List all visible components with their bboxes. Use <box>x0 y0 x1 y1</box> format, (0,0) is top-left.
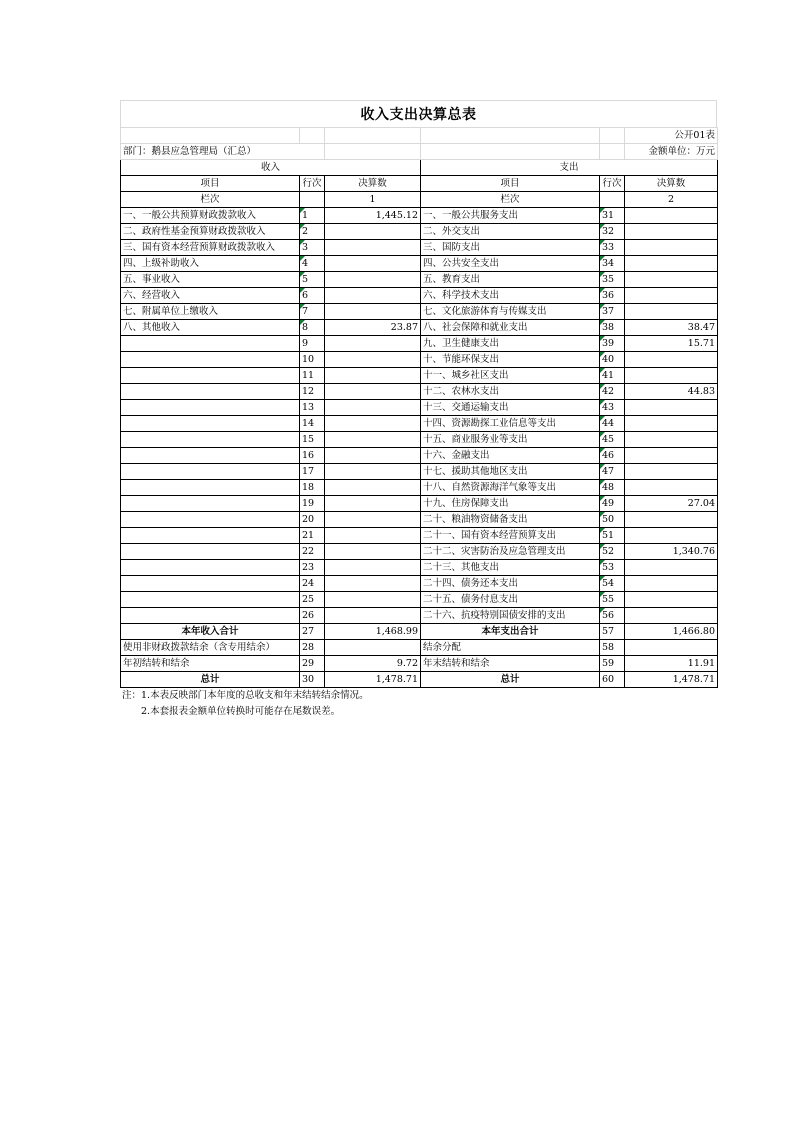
table-row <box>121 528 718 544</box>
income-amount <box>325 592 421 608</box>
income-total-amount: 1,468.99 <box>325 624 421 640</box>
expense-item: 二、外交支出 <box>421 224 600 240</box>
table-row <box>121 240 718 256</box>
expense-line-no: 55 <box>600 592 625 608</box>
income-amount <box>325 368 421 384</box>
table-row <box>121 208 718 224</box>
income-line-no: 20 <box>300 512 325 528</box>
expense-item: 十四、资源勘探工业信息等支出 <box>421 416 600 432</box>
expense-amount <box>625 400 718 416</box>
income-amount <box>325 528 421 544</box>
expense-line-no: 47 <box>600 464 625 480</box>
income-line-no: 2 <box>300 224 325 240</box>
expense-amount <box>625 224 718 240</box>
table-row <box>121 224 718 240</box>
expense-amount <box>625 512 718 528</box>
table-row <box>121 608 718 624</box>
table-row <box>121 448 718 464</box>
income-total-item: 本年收入合计 <box>121 624 300 640</box>
income-amount <box>325 464 421 480</box>
expense-amount <box>625 464 718 480</box>
expense-item: 十六、金融支出 <box>421 448 600 464</box>
section-header-row <box>121 160 718 176</box>
income-line-no: 19 <box>300 496 325 512</box>
income-line-no: 23 <box>300 560 325 576</box>
income-amount: 1,445.12 <box>325 208 421 224</box>
income-item <box>121 512 300 528</box>
expense-line-no: 33 <box>600 240 625 256</box>
expense-item: 十、节能环保支出 <box>421 352 600 368</box>
expense-line-no: 53 <box>600 560 625 576</box>
expense-line-no: 39 <box>600 336 625 352</box>
expense-amount <box>625 432 718 448</box>
income-total-line-no: 27 <box>300 624 325 640</box>
expense-item: 十九、住房保障支出 <box>421 496 600 512</box>
form-code: 公开01表 <box>625 128 718 144</box>
expense-line-no: 42 <box>600 384 625 400</box>
income-line-no: 17 <box>300 464 325 480</box>
expense-line-no: 45 <box>600 432 625 448</box>
income-amount <box>325 336 421 352</box>
expense-item: 二十三、其他支出 <box>421 560 600 576</box>
income-amount <box>325 496 421 512</box>
income-amount <box>325 416 421 432</box>
income-total-item: 使用非财政拨款结余（含专用结余） <box>121 640 300 656</box>
income-total-line-no: 29 <box>300 656 325 672</box>
expense-item: 十五、商业服务业等支出 <box>421 432 600 448</box>
income-amount <box>325 272 421 288</box>
report-sheet <box>120 100 717 720</box>
income-item <box>121 544 300 560</box>
income-item: 一、一般公共预算财政拨款收入 <box>121 208 300 224</box>
income-amount <box>325 512 421 528</box>
form-code-row <box>121 128 718 144</box>
income-amount <box>325 432 421 448</box>
expense-line-no: 51 <box>600 528 625 544</box>
note-1: 注：1.本表反映部门本年度的总收支和年末结转结余情况。 <box>122 690 369 701</box>
expense-total-line-no: 58 <box>600 640 625 656</box>
income-total-amount <box>325 640 421 656</box>
income-line-no: 6 <box>300 288 325 304</box>
expense-line-no: 43 <box>600 400 625 416</box>
income-item: 三、国有资本经营预算财政拨款收入 <box>121 240 300 256</box>
expense-amount <box>625 352 718 368</box>
expense-line-no: 48 <box>600 480 625 496</box>
note-2: 2.本套报表金额单位转换时可能存在尾数误差。 <box>122 706 341 717</box>
income-line-no: 15 <box>300 432 325 448</box>
expense-total-item: 本年支出合计 <box>421 624 600 640</box>
table-row <box>121 256 718 272</box>
income-amount <box>325 304 421 320</box>
expense-column-number: 2 <box>625 192 718 208</box>
income-item <box>121 464 300 480</box>
income-line-no: 26 <box>300 608 325 624</box>
income-line-no: 13 <box>300 400 325 416</box>
expense-line-no: 49 <box>600 496 625 512</box>
income-line-no: 24 <box>300 576 325 592</box>
expense-amount <box>625 240 718 256</box>
expense-line-no: 36 <box>600 288 625 304</box>
income-amount <box>325 480 421 496</box>
notes <box>120 688 717 720</box>
expense-line-no: 35 <box>600 272 625 288</box>
income-line-no: 16 <box>300 448 325 464</box>
expense-amount: 38.47 <box>625 320 718 336</box>
expense-item: 十七、援助其他地区支出 <box>421 464 600 480</box>
unit-label: 金额单位：万元 <box>625 144 718 160</box>
income-line-no: 11 <box>300 368 325 384</box>
income-total-item: 总计 <box>121 672 300 688</box>
total-row <box>121 640 718 656</box>
expense-line-no: 41 <box>600 368 625 384</box>
income-item <box>121 592 300 608</box>
expense-line-no: 40 <box>600 352 625 368</box>
table-row <box>121 480 718 496</box>
income-total-line-no: 28 <box>300 640 325 656</box>
expense-amount <box>625 448 718 464</box>
income-line-no: 14 <box>300 416 325 432</box>
expense-total-amount: 1,466.80 <box>625 624 718 640</box>
expense-line-no: 34 <box>600 256 625 272</box>
expense-total-item: 总计 <box>421 672 600 688</box>
table-row <box>121 400 718 416</box>
expense-item: 二十五、债务付息支出 <box>421 592 600 608</box>
income-amount <box>325 352 421 368</box>
expense-amount <box>625 304 718 320</box>
expense-total-line-no: 57 <box>600 624 625 640</box>
table-row <box>121 496 718 512</box>
income-item-header: 项目 <box>121 176 300 192</box>
income-amount <box>325 384 421 400</box>
expense-item: 二十一、国有资本经营预算支出 <box>421 528 600 544</box>
expense-line-no: 38 <box>600 320 625 336</box>
income-line-no: 21 <box>300 528 325 544</box>
income-line-no: 7 <box>300 304 325 320</box>
expense-item: 十二、农林水支出 <box>421 384 600 400</box>
table-row <box>121 272 718 288</box>
income-item: 七、附属单位上缴收入 <box>121 304 300 320</box>
expense-amount <box>625 256 718 272</box>
expense-item: 四、公共安全支出 <box>421 256 600 272</box>
expense-lanci-label: 栏次 <box>421 192 600 208</box>
expense-line-no: 37 <box>600 304 625 320</box>
income-expense-table <box>120 127 718 688</box>
expense-item: 六、科学技术支出 <box>421 288 600 304</box>
expense-amount: 27.04 <box>625 496 718 512</box>
table-row <box>121 512 718 528</box>
expense-total-line-no: 60 <box>600 672 625 688</box>
income-item <box>121 560 300 576</box>
income-total-line-no: 30 <box>300 672 325 688</box>
expense-amount-header: 决算数 <box>625 176 718 192</box>
income-section-header: 收入 <box>121 160 421 176</box>
expense-amount <box>625 368 718 384</box>
income-item <box>121 384 300 400</box>
expense-total-item: 结余分配 <box>421 640 600 656</box>
income-item <box>121 432 300 448</box>
income-line-no: 3 <box>300 240 325 256</box>
table-row <box>121 336 718 352</box>
expense-item: 三、国防支出 <box>421 240 600 256</box>
income-column-number: 1 <box>325 192 421 208</box>
expense-total-line-no: 59 <box>600 656 625 672</box>
expense-item: 五、教育支出 <box>421 272 600 288</box>
column-header-row <box>121 176 718 192</box>
expense-line-no: 50 <box>600 512 625 528</box>
income-total-amount: 1,478.71 <box>325 672 421 688</box>
income-item <box>121 400 300 416</box>
expense-item: 十三、交通运输支出 <box>421 400 600 416</box>
expense-item: 二十四、债务还本支出 <box>421 576 600 592</box>
expense-item: 十八、自然资源海洋气象等支出 <box>421 480 600 496</box>
income-item <box>121 496 300 512</box>
income-line-no: 4 <box>300 256 325 272</box>
table-row <box>121 432 718 448</box>
income-total-item: 年初结转和结余 <box>121 656 300 672</box>
expense-total-amount <box>625 640 718 656</box>
table-row <box>121 576 718 592</box>
expense-amount <box>625 560 718 576</box>
income-line-no: 10 <box>300 352 325 368</box>
expense-amount: 44.83 <box>625 384 718 400</box>
expense-item: 八、社会保障和就业支出 <box>421 320 600 336</box>
table-row <box>121 560 718 576</box>
expense-section-header: 支出 <box>421 160 718 176</box>
income-item <box>121 416 300 432</box>
income-item <box>121 576 300 592</box>
table-row <box>121 416 718 432</box>
expense-amount <box>625 208 718 224</box>
income-amount <box>325 608 421 624</box>
expense-total-item: 年末结转和结余 <box>421 656 600 672</box>
income-amount <box>325 240 421 256</box>
income-line-no: 12 <box>300 384 325 400</box>
table-row <box>121 320 718 336</box>
income-line-no: 25 <box>300 592 325 608</box>
expense-item: 一、一般公共服务支出 <box>421 208 600 224</box>
income-amount <box>325 544 421 560</box>
income-item <box>121 352 300 368</box>
income-line-no: 5 <box>300 272 325 288</box>
expense-line-no: 46 <box>600 448 625 464</box>
income-amount <box>325 288 421 304</box>
expense-item: 七、文化旅游体育与传媒支出 <box>421 304 600 320</box>
expense-line-no: 54 <box>600 576 625 592</box>
table-row <box>121 288 718 304</box>
income-item <box>121 480 300 496</box>
total-row <box>121 672 718 688</box>
income-line-no: 18 <box>300 480 325 496</box>
expense-amount <box>625 528 718 544</box>
income-amount <box>325 560 421 576</box>
total-row <box>121 624 718 640</box>
department-label: 部门：鹅县应急管理局（汇总） <box>121 144 325 160</box>
income-line-no: 1 <box>300 208 325 224</box>
expense-item: 九、卫生健康支出 <box>421 336 600 352</box>
expense-item-header: 项目 <box>421 176 600 192</box>
income-item <box>121 336 300 352</box>
expense-amount <box>625 416 718 432</box>
table-row <box>121 464 718 480</box>
income-item: 六、经营收入 <box>121 288 300 304</box>
expense-item: 二十二、灾害防治及应急管理支出 <box>421 544 600 560</box>
expense-line-no: 56 <box>600 608 625 624</box>
expense-item: 二十六、抗疫特别国债安排的支出 <box>421 608 600 624</box>
column-number-row <box>121 192 718 208</box>
report-title: 收入支出决算总表 <box>120 100 717 127</box>
expense-item: 二十、粮油物资储备支出 <box>421 512 600 528</box>
expense-amount: 15.71 <box>625 336 718 352</box>
total-row <box>121 656 718 672</box>
expense-amount <box>625 480 718 496</box>
expense-line-no: 32 <box>600 224 625 240</box>
table-row <box>121 592 718 608</box>
expense-line-header: 行次 <box>600 176 625 192</box>
expense-amount <box>625 592 718 608</box>
expense-item: 十一、城乡社区支出 <box>421 368 600 384</box>
expense-amount <box>625 576 718 592</box>
income-amount <box>325 448 421 464</box>
expense-amount: 1,340.76 <box>625 544 718 560</box>
income-amount <box>325 400 421 416</box>
table-row <box>121 544 718 560</box>
income-amount: 23.87 <box>325 320 421 336</box>
expense-line-no: 31 <box>600 208 625 224</box>
expense-total-amount: 11.91 <box>625 656 718 672</box>
expense-amount <box>625 608 718 624</box>
income-item: 四、上级补助收入 <box>121 256 300 272</box>
expense-amount <box>625 272 718 288</box>
income-item: 二、政府性基金预算财政拨款收入 <box>121 224 300 240</box>
income-amount <box>325 576 421 592</box>
table-row <box>121 384 718 400</box>
expense-line-no: 52 <box>600 544 625 560</box>
expense-amount <box>625 288 718 304</box>
table-row <box>121 352 718 368</box>
income-line-no: 9 <box>300 336 325 352</box>
table-row <box>121 368 718 384</box>
income-item: 五、事业收入 <box>121 272 300 288</box>
income-amount <box>325 256 421 272</box>
income-amount <box>325 224 421 240</box>
expense-total-amount: 1,478.71 <box>625 672 718 688</box>
income-item <box>121 608 300 624</box>
income-line-no: 22 <box>300 544 325 560</box>
income-item <box>121 528 300 544</box>
expense-line-no: 44 <box>600 416 625 432</box>
income-line-no: 8 <box>300 320 325 336</box>
income-amount-header: 决算数 <box>325 176 421 192</box>
income-total-amount: 9.72 <box>325 656 421 672</box>
table-row <box>121 304 718 320</box>
department-row <box>121 144 718 160</box>
income-item <box>121 368 300 384</box>
income-line-header: 行次 <box>300 176 325 192</box>
income-lanci-label: 栏次 <box>121 192 300 208</box>
income-item <box>121 448 300 464</box>
income-item: 八、其他收入 <box>121 320 300 336</box>
